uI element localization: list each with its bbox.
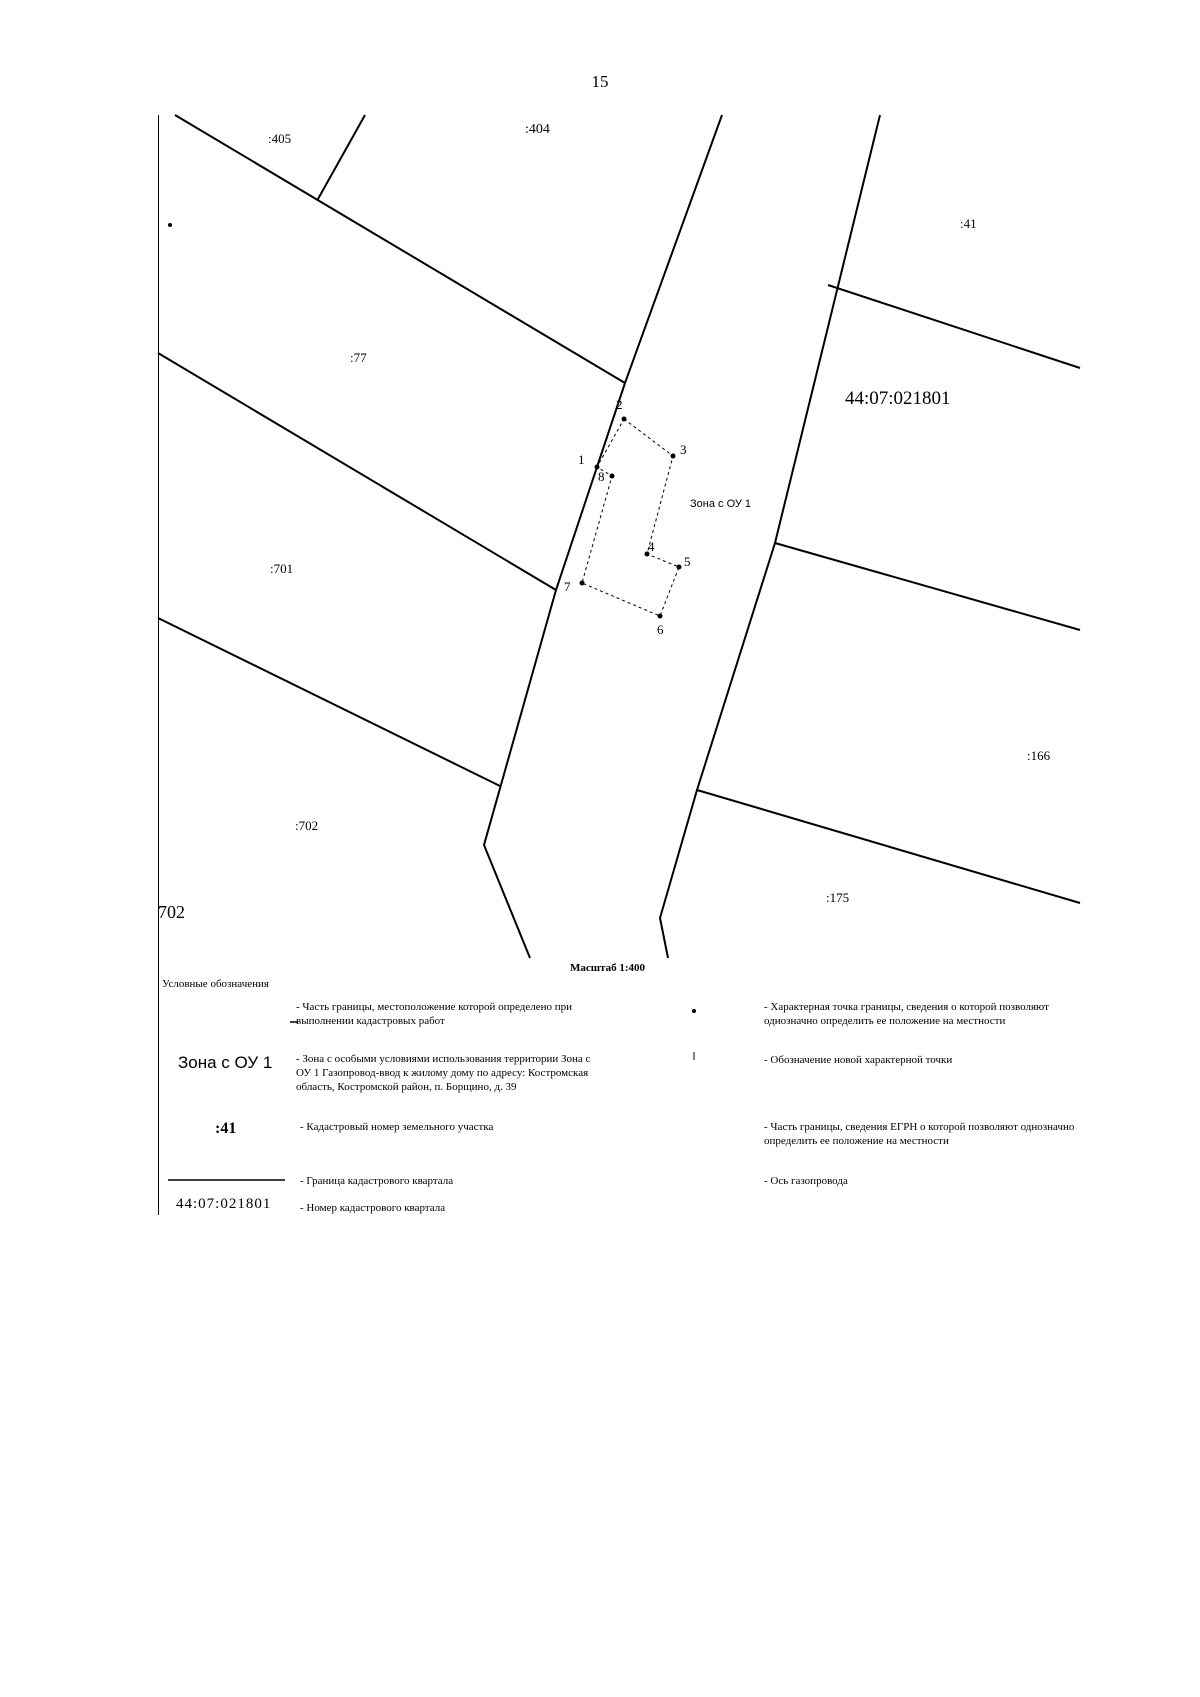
legend-point-symbol — [692, 1009, 696, 1013]
legend-item-text: - Часть границы, сведения ЕГРН о которой позволяют однозначно определить ее положение на местности — [764, 1121, 1075, 1147]
boundary-line — [775, 543, 1080, 630]
point-label: 2 — [616, 397, 623, 412]
legend-item-text: - Номер кадастрового квартала — [300, 1202, 446, 1214]
point-label: 6 — [657, 622, 664, 637]
point-marker — [622, 417, 627, 422]
road-boundary-left — [484, 115, 722, 958]
quarter-number-label: 44:07:021801 — [845, 388, 951, 409]
point-marker — [580, 581, 585, 586]
boundary-line — [175, 115, 625, 383]
legend-item-text: - Кадастровый номер земельного участка — [300, 1121, 494, 1133]
point-marker — [168, 223, 172, 227]
legend-item-text: - Характерная точка границы, сведения о которой позволяют однозначно определить ее положение на местности — [764, 1001, 1049, 1027]
scale-text: Масштаб 1:400 — [570, 962, 646, 974]
point-label: 1 — [578, 452, 585, 467]
boundary-line — [697, 790, 1080, 903]
point-labels — [564, 397, 691, 637]
point-marker — [610, 474, 615, 479]
legend-title: Условные обозначения — [162, 978, 269, 990]
legend-item-text: - Обозначение новой характерной точки — [764, 1054, 953, 1066]
legend-zone-symbol: Зона с ОУ 1 — [178, 1053, 273, 1072]
legend-item-text: - Граница кадастрового квартала — [300, 1175, 454, 1187]
point-label: 8 — [598, 469, 605, 484]
boundary-line — [158, 618, 500, 786]
legend-quarter-symbol: 44:07:021801 — [176, 1196, 272, 1212]
boundary-line — [828, 285, 1080, 368]
road-boundary-right — [660, 115, 880, 958]
parcel-label: :404 — [525, 122, 550, 137]
zone-label: Зона с ОУ 1 — [690, 498, 752, 510]
point-label: 5 — [684, 554, 691, 569]
parcel-label: :166 — [1027, 748, 1051, 763]
point-marker — [677, 565, 682, 570]
parcel-label: :175 — [826, 890, 850, 905]
parcel-label: 702 — [158, 902, 185, 922]
boundary-line — [158, 353, 556, 590]
point-label: 4 — [648, 539, 655, 554]
page-number: 15 — [591, 72, 609, 91]
point-marker — [658, 614, 663, 619]
zone-contour — [582, 419, 679, 616]
legend-item-text: - Часть границы, местоположение которой определено при выполнении кадастровых работ — [296, 1001, 573, 1027]
point-label: 3 — [680, 442, 687, 457]
point-marker — [671, 454, 676, 459]
parcel-labels — [158, 122, 1051, 974]
parcel-label: :41 — [960, 216, 977, 231]
legend-item-text: - Ось газопровода — [764, 1175, 848, 1187]
boundary-line — [318, 115, 365, 199]
characteristic-points — [168, 223, 682, 619]
parcel-label: :701 — [270, 561, 294, 576]
point-label: 7 — [564, 579, 571, 594]
parcel-label: :77 — [350, 350, 367, 365]
legend-item-text: - Зона с особыми условиями использования территории Зона с ОУ 1 Газопровод-ввод к жилому дому по адресу: Костромская область, Костромской район, п. Борщино, д. 39 — [296, 1053, 591, 1093]
parcel-label: :405 — [268, 131, 292, 146]
parcel-label: :702 — [295, 818, 319, 833]
legend-cadastral-symbol: :41 — [215, 1120, 237, 1137]
